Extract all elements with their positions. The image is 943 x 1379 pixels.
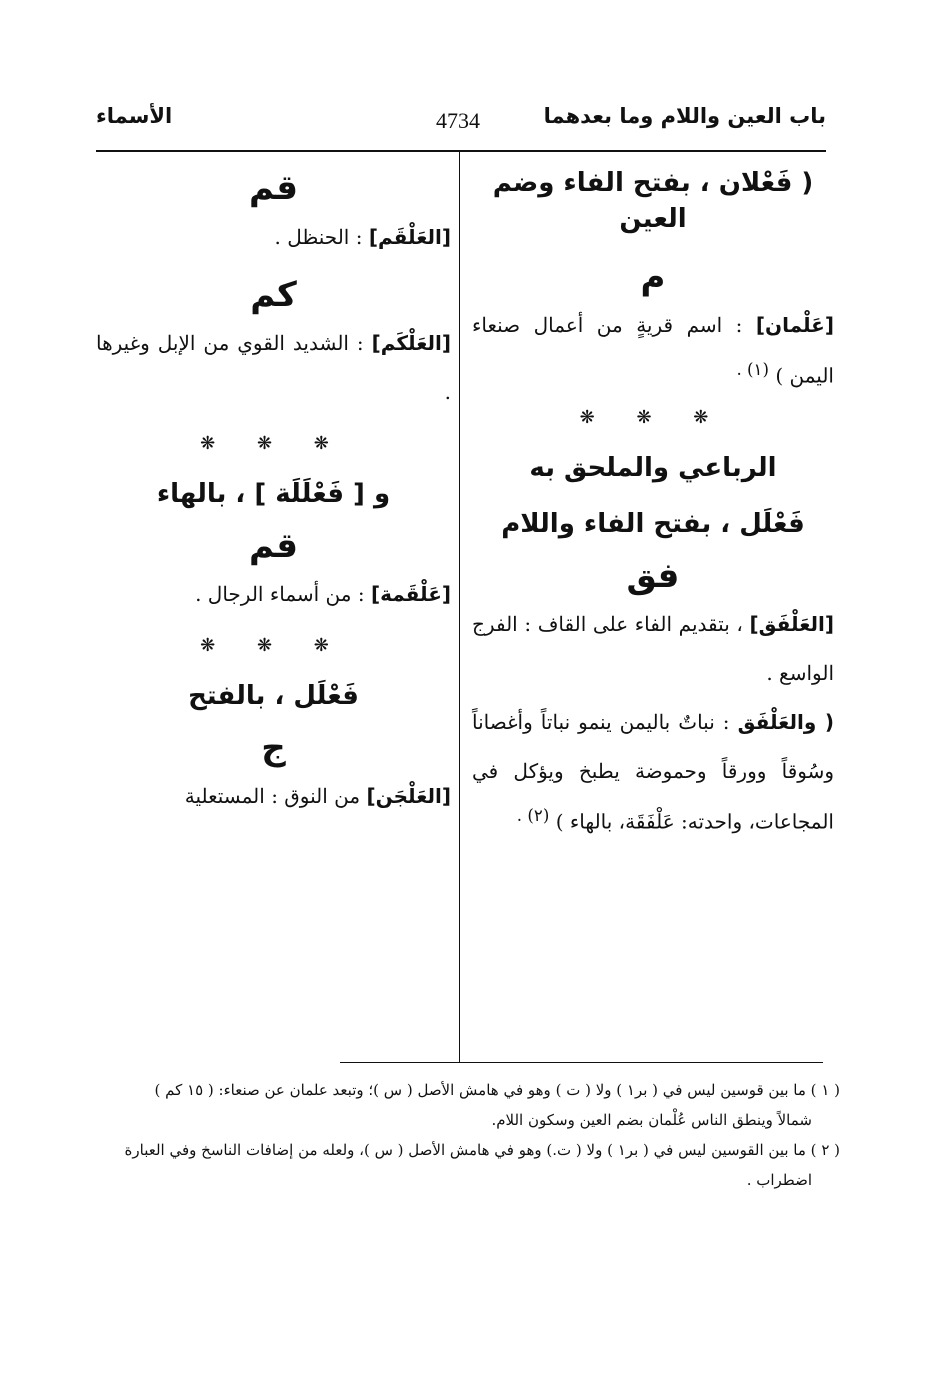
section-separator: ❋ ❋ ❋ [200, 433, 347, 455]
entry-term: [العَلْجَن] [366, 784, 451, 809]
dictionary-entry [96, 570, 451, 619]
section-separator: ❋ ❋ ❋ [579, 407, 727, 429]
pattern-heading: و [ فَعْلَلَة ] ، بالهاء [156, 479, 391, 510]
entry-definition: : من أسماء الرجال . [195, 582, 365, 607]
footnote-ref: (٢) . [516, 806, 550, 826]
root-heading: قم [249, 168, 298, 208]
dictionary-entry [96, 772, 451, 821]
root-heading: قم [249, 525, 298, 566]
entry-term: [العَلْكَم] [371, 331, 451, 356]
pattern-heading: فَعْلَل ، بالفتح [188, 681, 359, 712]
root-heading: فق [626, 555, 680, 596]
dictionary-entry [472, 698, 834, 847]
root-heading: ج [261, 727, 286, 768]
entry-term: ( والعَلْفَق [737, 710, 835, 735]
footnote-2: ( ٢ ) ما بين القوسين ليس في ( بر١ ) ولا ( ت.) وهو في هامش الأصل ( س )، ولعله من إضافات الناسخ وفي العبارة [124, 1141, 840, 1159]
entry-term: [العَلْقَم] [368, 224, 451, 249]
page-header [96, 96, 826, 152]
right-column [472, 165, 834, 847]
dictionary-entry [472, 301, 834, 401]
section-separator: ❋ ❋ ❋ [200, 635, 347, 657]
dictionary-entry [96, 319, 451, 417]
column-divider [459, 152, 460, 1062]
entry-term: [العَلْفَق] [749, 612, 835, 637]
footnote-ref: (١) . [736, 360, 769, 380]
entry-definition: من النوق : المستعلية [184, 784, 361, 809]
dictionary-entry [96, 213, 451, 262]
page-number: 4734 [436, 108, 480, 133]
left-column [96, 165, 451, 821]
entry-definition: : اسم قريةٍ من أعمال صنعاء اليمن ) [472, 313, 834, 389]
entry-term: [عَلْقَمة] [370, 582, 451, 607]
entry-definition: : الحنظل . [274, 224, 363, 249]
footnote-1: ( ١ ) ما بين قوسين ليس في ( بر١ ) ولا ( ت ) وهو في هامش الأصل ( س )؛ وتبعد علمان عن صنعاء: ( ١٥ كم ) [154, 1081, 840, 1099]
root-heading: م [640, 256, 666, 297]
footnote-1-continued: شمالاً وينطق الناس عُلْمان بضم العين وسكون اللام. [491, 1111, 812, 1129]
footnote-divider [340, 1062, 823, 1063]
section-heading: الرباعي والملحق به [529, 453, 777, 484]
entry-definition: : الشديد القوي من الإبل وغيرها . [96, 331, 451, 405]
footnote-2-continued: اضطراب . [746, 1171, 812, 1189]
root-heading: كم [250, 274, 297, 315]
entry-term: [عَلْمان] [755, 313, 834, 338]
pattern-heading: فَعْلَل ، بفتح الفاء واللام [501, 509, 805, 540]
dictionary-entry [472, 600, 834, 698]
entry-definition: ، بتقديم الفاء على القاف : الفرج الواسع . [472, 612, 834, 686]
chapter-title: باب العين واللام وما بعدهما [543, 104, 826, 128]
section-title: الأسماء [96, 104, 173, 128]
entry-definition: : نباتٌ باليمن ينمو نباتاً وأغصاناً وسُوقاً وورقاً وحموضة يطبخ ويؤكل في المجاعات، واحدته: عَلْفَقَة، بالهاء ) [472, 710, 834, 835]
footnotes [96, 1075, 840, 1195]
pattern-heading: ( فَعْلان ، بفتح الفاء وضم العين [492, 168, 814, 235]
